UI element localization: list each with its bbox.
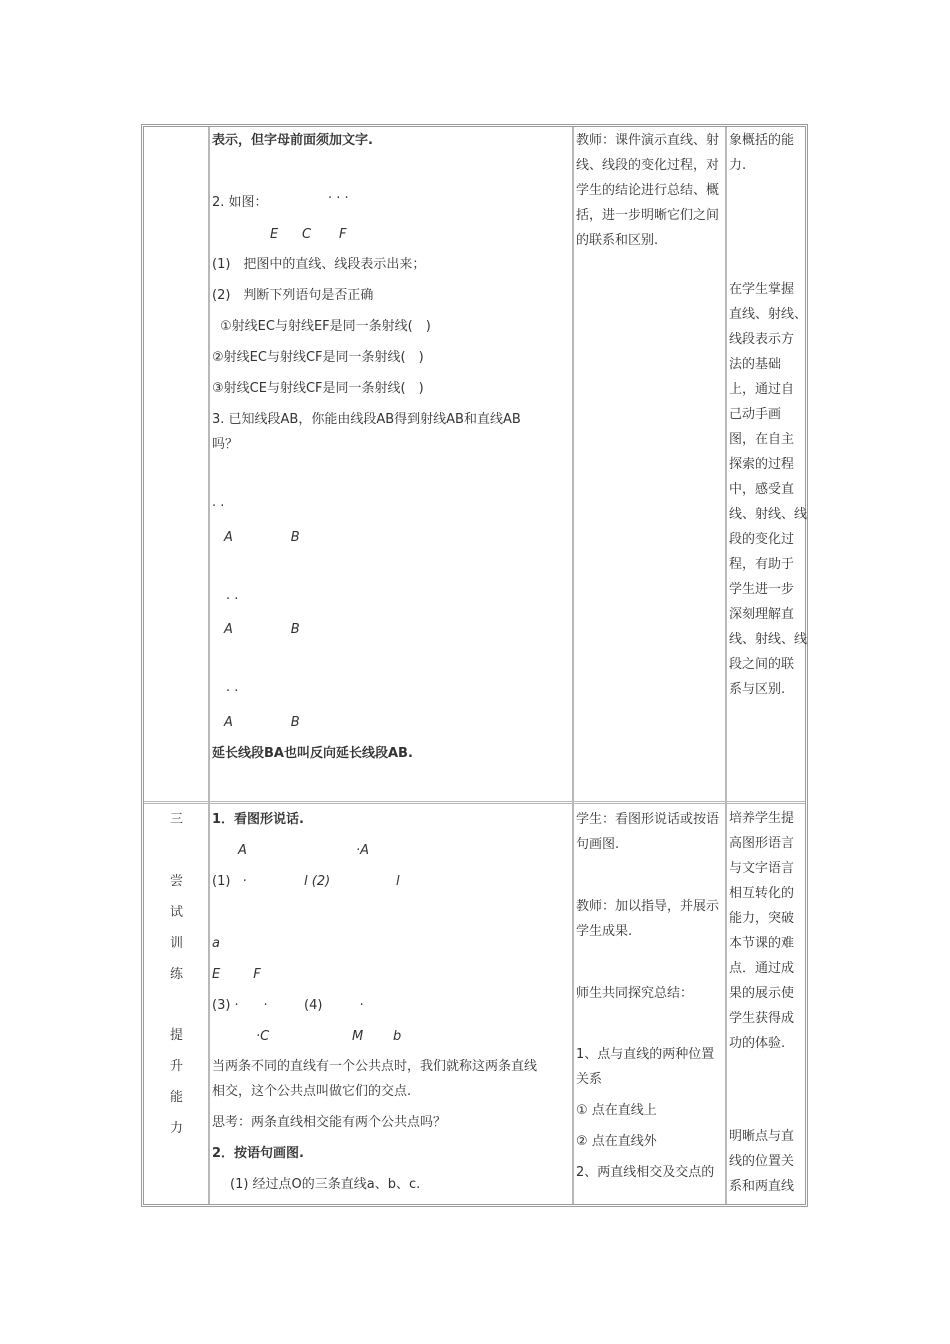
design-intent-row2-b: 明晰点与直 线的位置关 系和两直线 (729, 1129, 795, 1194)
design-intent-row2: 培养学生提 高图形语言 与文字语言 相互转化的 能力，突破 本节课的难 点．通过成 果的展示使 学生获得成 功的体验. (729, 811, 795, 1051)
judge-item-3: ③射线CE与射线CF是同一条射线( ) (212, 381, 424, 396)
column-divider (208, 127, 210, 1204)
section-char: 尝 (170, 874, 184, 889)
section-char: 三 (170, 812, 184, 827)
figure-points-dots: · · · (328, 191, 349, 206)
sub-question-2: (2) 判断下列语句是否正确 (212, 288, 374, 303)
section-char: 训 (170, 936, 184, 951)
question-3-line-1: 3. 已知线段AB，你能由线段AB得到射线AB和直线AB (212, 412, 521, 427)
summary-item: ② 点在直线外 (576, 1134, 657, 1149)
section-char: 提 (170, 1028, 184, 1043)
student-activity-line: 学生：看图形说话或按语 (576, 812, 720, 827)
task-1-title: 1．看图形说话. (212, 812, 304, 827)
teacher-activity-line: 教师：加以指导，并展示 (576, 899, 720, 914)
summary-point-2: 2、两直线相交及交点的 (576, 1165, 715, 1180)
segment-figure-1-dots: . . (212, 495, 225, 510)
segment-figure-1-labels: A B (224, 530, 300, 545)
task-2-item-1: (1) 经过点O的三条直线a、b、c. (230, 1177, 421, 1192)
summary-point-1: 1、点与直线的两种位置 (576, 1047, 715, 1062)
question-3-line-2: 吗？ (212, 437, 239, 452)
row-divider (144, 801, 805, 804)
section-char: 练 (170, 967, 184, 982)
think-question: 思考：两条直线相交能有两个公共点吗？ (212, 1115, 447, 1130)
point-label-c: C (302, 227, 312, 242)
figure-label-m: M (352, 1029, 364, 1044)
figure-label-small-a: a (212, 936, 220, 951)
design-intent-top: 象概括的能 力. (729, 133, 795, 173)
design-intent-row1: 在学生掌握 直线、射线、 线段表示方 法的基础 上，通过自 己动手画 图，在自主 探索的过程 中，感受直 线、射线、线 段的变化过 程，有助于 学生进一步 深刻理解直 线、射线、线 段之间的联 系与区别. (729, 282, 808, 697)
summary-heading: 师生共同探究总结： (576, 986, 694, 1001)
section-char: 力 (170, 1121, 184, 1136)
question-2-label: 2. 如图： (212, 195, 268, 210)
task-2-title: 2．按语句画图. (212, 1146, 304, 1161)
figure-3: (3) · · (212, 998, 268, 1013)
summary-point-1-cont: 关系 (576, 1072, 603, 1087)
section-char: 升 (170, 1059, 184, 1074)
figure-1: (1) · (212, 874, 247, 889)
segment-figure-3-dots: . . (226, 680, 239, 695)
definition-line-1: 当两条不同的直线有一个公共点时，我们就称这两条直线 (212, 1059, 538, 1074)
student-activity-line: 句画图. (576, 837, 620, 852)
intro-text: 表示，但字母前面须加文字. (212, 133, 373, 148)
segment-figure-3-labels: A B (224, 715, 300, 730)
judge-item-1: ①射线EC与射线EF是同一条射线( ) (220, 319, 431, 334)
judge-item-2: ②射线EC与射线CF是同一条射线( ) (212, 350, 424, 365)
section-char: 试 (170, 905, 184, 920)
definition-line-2: 相交，这个公共点叫做它们的交点. (212, 1084, 412, 1099)
figure-label-a2: ·A (356, 843, 370, 858)
point-label-e: E (270, 227, 279, 242)
teacher-activity-line: 学生成果. (576, 924, 633, 939)
conclusion-text: 延长线段BA也叫反向延长线段AB. (212, 746, 413, 761)
column-divider (725, 127, 727, 1204)
summary-item: ① 点在直线上 (576, 1103, 657, 1118)
figure-4: (4) · (304, 998, 364, 1013)
figure-label-b: b (393, 1029, 402, 1044)
figure-label-c: ·C (256, 1029, 270, 1044)
section-char: 能 (170, 1090, 184, 1105)
point-label-f: F (339, 227, 347, 242)
figure-line-l: l (396, 874, 400, 889)
figure-label-a: A (238, 843, 247, 858)
sub-question-1: (1) 把图中的直线、线段表示出来； (212, 257, 426, 272)
teacher-activity-row1: 教师：课件演示直线、射 线、线段的变化过程，对 学生的结论进行总结、概 括，进一步明晰它们之间 的联系和区别. (576, 133, 720, 248)
column-divider (572, 127, 574, 1204)
figure-2: l (2) (304, 874, 331, 889)
segment-figure-2-dots: . . (226, 588, 239, 603)
segment-figure-2-labels: A B (224, 622, 300, 637)
figure-label-ef: E F (212, 967, 261, 982)
